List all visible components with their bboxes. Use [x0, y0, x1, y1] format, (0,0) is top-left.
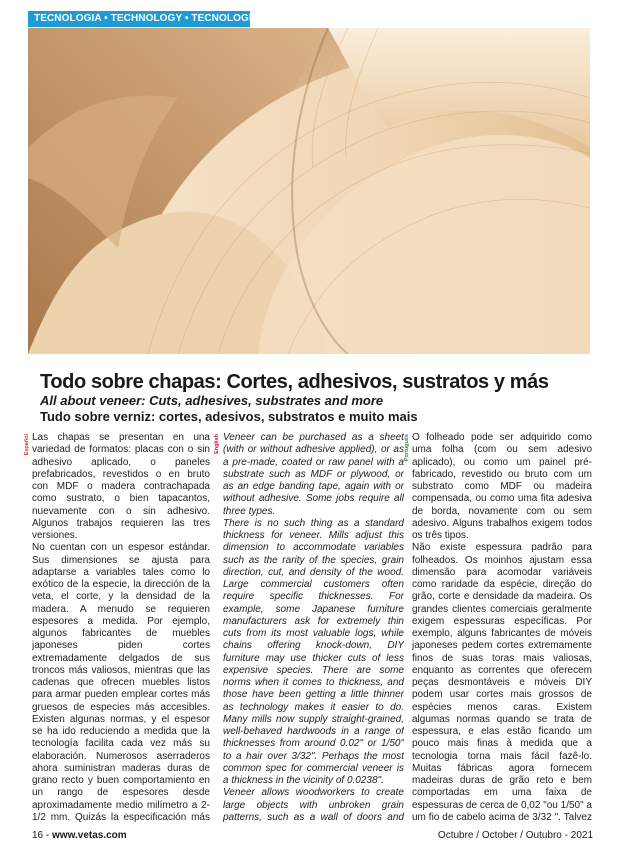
paragraph: There is no such thing as a standard thickness for veneer. Mills adjust this dimension to accommodate variables such as the rarity of the species, grain direction, cut, and density of the wood. Large commercial customers often require specific thicknesses. For example, some Japanese furniture manufacturers ask for extremely thin cuts from its most valuable logs, while chains offering knock-down, DIY furniture may use thicker cuts of less expensive species. There are some norms when it comes to thickness, and those have been getting a little thinner as technology makes it easier to do. Many mills now supply straight-grained, well-behaved hardwoods in a range of thicknesses from around 0.02" or 1/50" to a hair over 3/32". Perhaps the most common spec for commercial veneer is a thickness in the vicinity of 0.0238".	[223, 517, 404, 786]
paragraph: Não existe espessura padrão para folheados. Os moinhos ajustam essa dimensão para acomodar variáveis como raridade da espécie, direção do grão, corte e densidade da madeira. Os grandes clientes comerciais geralmente exigem espessuras específicas. Por exemplo, alguns fabricantes de móveis japoneses pedem cortes extremamente finos de suas toras mais valiosas, enquanto as correntes que oferecem peças desmontáveis e móveis DIY podem usar cortes mais grossos de espécies menos caras. Existem algumas normas quando se trata de espessura, e elas estão ficando um pouco mais finas à medida que a tecnologia torna mais fácil fazê-lo. Muitas fábricas agora fornecem madeiras duras de grão reto e bem comportadas em uma faixa de espessuras de cerca de 0,02 "ou 1/50" a um fio de cabelo acima de 3/32 ". Talvez	[412, 542, 592, 822]
column-spanish	[32, 432, 210, 822]
footer-issue-date: Octubre / October / Outubro - 2021	[437, 830, 593, 841]
website-link[interactable]: www.vetas.com	[52, 830, 127, 841]
footer-page-info	[32, 830, 127, 841]
paragraph: Veneer allows woodworkers to create large objects with unbroken grain patterns, such as a wall of doors and	[223, 787, 404, 822]
section-banner: TECNOLOGIA • TECHNOLOGY • TECNOLOGIA	[28, 11, 250, 27]
language-tag-portuguese: Português	[404, 434, 410, 462]
article-subtitle-english: All about veneer: Cuts, adhesives, substrates and more	[40, 393, 384, 408]
page-number: 16 -	[32, 830, 53, 841]
article-subtitle-portuguese: Tudo sobre verniz: cortes, adesivos, substratos e muito mais	[40, 409, 418, 424]
language-tag-spanish: Español	[24, 434, 30, 456]
article-title: Todo sobre chapas: Cortes, adhesivos, sustratos y más	[40, 371, 549, 393]
wood-veneer-illustration	[28, 28, 590, 354]
column-portuguese	[412, 432, 592, 822]
column-english	[223, 432, 404, 822]
language-tag-english: English	[214, 434, 220, 454]
paragraph: No cuentan con un espesor estándar. Sus dimensiones se ajusta para adaptarse a variables tales como lo exótico de la especie, la dirección de la veta, el corte, y la densidad de la madera. A menudo se requieren espesores a medida. Por ejemplo, algunos fabricantes de muebles japoneses piden cortes extremadamente delgados de sus troncos más valiosos, mientras que las cadenas que ofrecen muebles listos para armar pueden emplear cortes más gruesos de especies más accesibles. Existen algunas normas, y el espesor se ha ido reduciendo a medida que la tecnología facilita cada vez más su elaboración. Numerosos aserraderos ahora suministran maderas duras de grano recto y buen comportamiento en un rango de espesores desde aproximadamente medio milímetro a 2-1/2 mm. Quizás la especificación más	[32, 542, 210, 822]
paragraph: Veneer can be purchased as a sheet (with or without adhesive applied), or as a pre-made, coated or raw panel with a substrate such as MDF or plywood, or as an edge banding tape, again with or without adhesive. Some jobs require all three types.	[223, 432, 404, 517]
hero-wood-veneer-image	[28, 28, 590, 354]
paragraph: Las chapas se presentan en una variedad de formatos: placas con o sin adhesivo aplicado, o paneles prefabricados, revestidos o en bruto con MDF o madera contrachapada como sustrato, o bien tapacantos, nuevamente con o sin adhesivo. Algunos trabajos requieren las tres versiones.	[32, 432, 210, 541]
paragraph: O folheado pode ser adquirido como uma folha (com ou sem adesivo aplicado), ou como um painel pré-fabricado, revestido ou bruto com um substrato como MDF ou madeira compensada, ou como uma fita adesiva de borda, novamente com ou sem adesivo. Alguns trabalhos exigem todos os três tipos.	[412, 432, 592, 541]
